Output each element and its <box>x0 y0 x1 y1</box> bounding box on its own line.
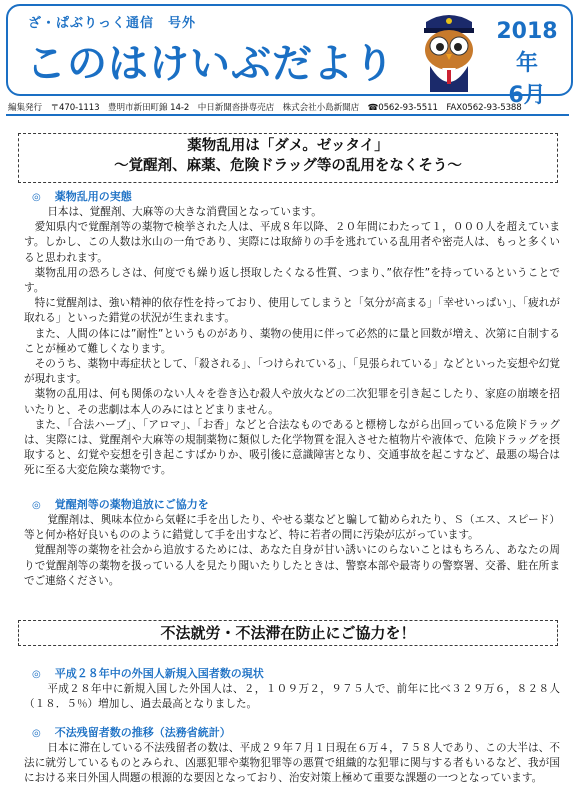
bullet-icon: ◎ <box>32 500 41 511</box>
section-heading-text: 薬物乱用の実態 <box>54 190 132 203</box>
banner-headline: 薬物乱用は「ダメ。ゼッタイ」 <box>187 138 389 154</box>
drug-abuse-banner <box>18 133 558 183</box>
paragraph: 日本は、覚醒剤、大麻等の大きな消費国となっています。 <box>47 206 322 218</box>
section-heading-text: 平成２８年中の外国人新規入国者数の現状 <box>54 667 264 680</box>
paragraph: 平成２８年中に新規入国した外国人は、２，１０９万２，９７５人で、前年に比べ３２９万６，８２８人（１８．５％）増加し、過去最高となりました。 <box>24 683 560 711</box>
paragraph: 覚醒剤等の薬物を社会から追放するためには、あなた自身が甘い誘いにのらないことはもちろん、あなたの周りで覚醒剤等の薬物を扱っている人を見たり聞いたりしたときは、警察本部や最寄りの警察署、交番、駐在所までご連絡ください。 <box>24 544 560 587</box>
header-divider <box>6 114 569 116</box>
paragraph: また、「合法ハーブ」、「アロマ」、「お香」などと合法なものであると標榜しながら出回っている危険ドラッグは、実際には、覚醒剤や大麻等の規制薬物に類似した化学物質を混入させた植物片や液体で、危険ドラッグを摂取すると、幻覚や妄想を引き起こすばかりか、吸引後に意識障害となり、交通事故を起こすなど、最悪の場合は死に至る大変危険な薬物です。 <box>24 418 560 477</box>
section-overstayers <box>24 725 560 787</box>
bullet-icon: ◎ <box>32 192 41 203</box>
paragraph: そのうち、薬物中毒症状として、「殺される」、「つけられている」、「見張られている」などといった妄想や幻覚が現れます。 <box>24 358 560 386</box>
owl-police-mascot-icon <box>418 8 480 92</box>
publisher-info: 編集発行 〒470-1113 豊明市新田町錦 14-2 中日新聞沓掛専売店 株式会社小島新聞店 ☎0562-93-5511 FAX0562-93-5388 <box>8 103 522 113</box>
paragraph: 愛知県内で覚醒剤等の薬物で検挙された人は、平成８年以降、２０年間にわたって１，０００人を超えています。しかし、この人数は氷山の一角であり、実際には取締りの手を逃れている乱用者や密売人は、もっと多くいると思われます。 <box>24 221 560 264</box>
bullet-icon: ◎ <box>32 669 41 680</box>
section-heading <box>32 725 560 741</box>
paragraph: 日本に滞在している不法残留者の数は、平成２９年７月１日現在６万４，７５８人であり、この大半は、不法に就労しているものとみられ、凶悪犯罪や薬物犯罪等の悪質で組織的な犯罪に関与する者もいるなど、我が国における来日外国人問題の根源的な要因となっており、治安対策上極めて重要な課題の一つとなっています。 <box>24 742 560 785</box>
section-drug-eradication <box>24 497 560 589</box>
section-heading <box>32 189 560 205</box>
issue-date <box>486 16 568 112</box>
section-heading-text: 不法残留者数の推移（法務省統計） <box>54 726 231 739</box>
paragraph: 覚醒剤は、興味本位から気軽に手を出したり、やせる薬などと騙して勧められたり、Ｓ（エス、スピード）等と何か格好良いもののように錯覚して手を出すなど、特に若者の間に汚染が広がっています。 <box>24 514 560 542</box>
newsletter-subtitle: ざ・ぱぶりっく通信 号外 <box>28 16 197 31</box>
banner-subheadline: ～覚醒剤、麻薬、危険ドラッグ等の乱用をなくそう～ <box>114 158 462 174</box>
issue-year: 2018年 <box>496 19 558 76</box>
bullet-icon: ◎ <box>32 728 41 739</box>
section-drug-abuse-reality <box>24 189 560 479</box>
paragraph: 特に覚醒剤は、強い精神的依存性を持っており、使用してしまうと「気分が高まる」「幸せいっぱい」、「疲れが取れる」といった錯覚の状況が生まれます。 <box>24 297 560 325</box>
issue-month: 6月 <box>508 83 546 108</box>
paragraph: 薬物乱用の恐ろしさは、何度でも繰り返し摂取したくなる性質、つまり、”依存性”を持っているということです。 <box>24 266 560 295</box>
paragraph: 薬物の乱用は、何も関係のない人々を巻き込む殺人や放火などの二次犯罪を引き起こしたり、家庭の崩壊を招いたりと、その悲劇は本人のみにはとどまりません。 <box>24 388 560 416</box>
section-new-entrants <box>24 666 560 712</box>
newsletter-title: このはけいぶだより <box>26 41 395 87</box>
section-heading-text: 覚醒剤等の薬物追放にご協力を <box>54 498 209 511</box>
illegal-work-banner: 不法就労・不法滞在防止にご協力を！ <box>18 620 558 646</box>
paragraph: また、人間の体には”耐性”というものがあり、薬物の使用に伴って必然的に量と回数が増え、次第に自制することが極めて難しくなります。 <box>24 327 560 355</box>
section-heading <box>32 666 560 682</box>
section-heading <box>32 497 560 513</box>
